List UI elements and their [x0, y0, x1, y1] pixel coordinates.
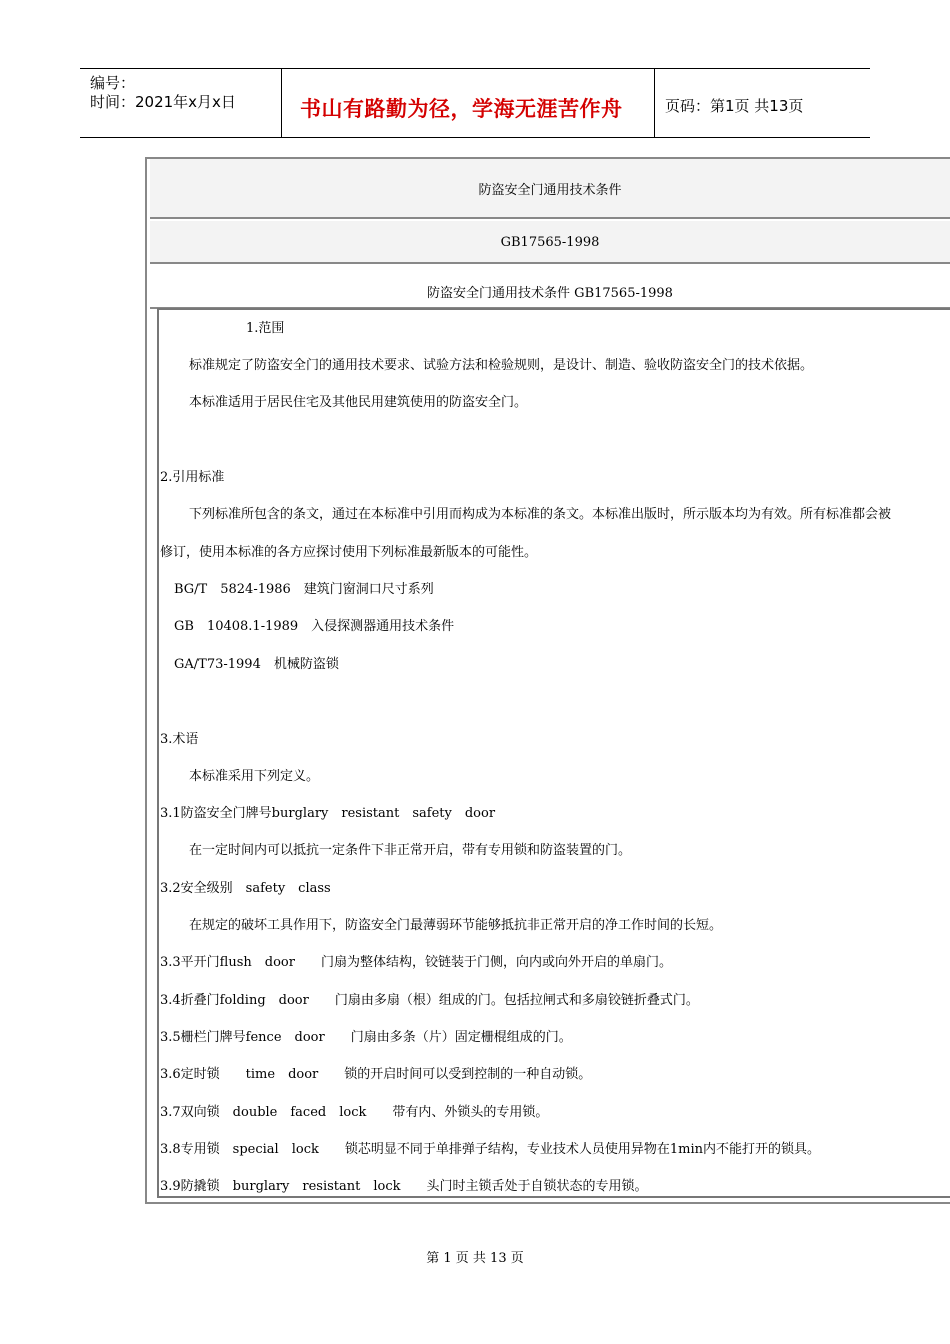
header-meta-cell	[80, 69, 282, 137]
term-3-3: 3.3平开门flush door 门扇为整体结构，铰链装于门侧，向内或向外开启的单扇门。	[160, 955, 672, 970]
term-3-6: 3.6定时锁 time door 锁的开启时间可以受到控制的一种自动锁。	[160, 1067, 592, 1082]
section-3-heading: 3.术语	[160, 732, 199, 747]
term-3-1: 3.1防盗安全门牌号burglary resistant safety door	[160, 806, 496, 821]
subtitle-row	[150, 266, 950, 309]
page-footer: 第 1 页 共 13 页	[426, 1251, 524, 1266]
term-3-7: 3.7双向锁 double faced lock 带有内、外锁头的专用锁。	[160, 1105, 549, 1120]
section-1-paragraph-1: 标准规定了防盗安全门的通用技术要求、试验方法和检验规则，是设计、制造、验收防盗安全门的技术依据。	[189, 358, 814, 373]
term-3-5: 3.5栅栏门牌号fence door 门扇由多条（片）固定栅棍组成的门。	[160, 1030, 572, 1045]
term-3-1-definition: 在一定时间内可以抵抗一定条件下非正常开启，带有专用锁和防盗装置的门。	[189, 843, 632, 858]
section-2-paragraph-line-1: 下列标准所包含的条文，通过在本标准中引用而构成为本标准的条文。本标准出版时，所示版本均为有效。所有标准都会被	[189, 507, 892, 522]
code-row	[150, 221, 950, 264]
section-1-paragraph-2: 本标准适用于居民住宅及其他民用建筑使用的防盗安全门。	[189, 395, 528, 410]
reference-standard-1: BG/T 5824-1986 建筑门窗洞口尺寸系列	[174, 582, 434, 597]
document-subtitle: 防盗安全门通用技术条件 GB17565-1998	[427, 286, 673, 301]
term-3-2: 3.2安全级别 safety class	[160, 881, 331, 896]
reference-standard-2: GB 10408.1-1989 入侵探测器通用技术条件	[174, 619, 455, 634]
section-2-paragraph-line-2: 修订，使用本标准的各方应探讨使用下列标准最新版本的可能性。	[160, 545, 538, 560]
header-motto-cell	[282, 69, 655, 137]
section-2-heading: 2.引用标准	[160, 470, 225, 485]
term-3-9: 3.9防撬锁 burglary resistant lock 头门时主锁舌处于自锁状态的专用锁。	[160, 1179, 648, 1194]
section-3-intro: 本标准采用下列定义。	[189, 769, 320, 784]
title-row	[150, 159, 950, 219]
page-header	[80, 68, 870, 138]
term-3-4: 3.4折叠门folding door 门扇由多扇（根）组成的门。包括拉闸式和多扇铰链折叠式门。	[160, 993, 699, 1008]
document-code: GB17565-1998	[500, 235, 600, 250]
header-page-label: 页码：第1页 共13页	[665, 97, 804, 115]
motto-text: 书山有路勤为径，学海无涯苦作舟	[300, 97, 623, 121]
section-1-heading: 1.范围	[246, 321, 285, 336]
document-title: 防盗安全门通用技术条件	[478, 183, 622, 198]
reference-standard-3: GA/T73-1994 机械防盗锁	[174, 657, 339, 672]
term-3-2-definition: 在规定的破坏工具作用下，防盗安全门最薄弱环节能够抵抗非正常开启的净工作时间的长短。	[189, 918, 723, 933]
number-label: 编号：	[90, 74, 136, 92]
time-label: 时间：2021年x月x日	[90, 93, 236, 111]
header-page-cell	[655, 69, 870, 137]
term-3-8: 3.8专用锁 special lock 锁芯明显不同于单排弹子结构，专业技术人员使用异物在1min内不能打开的锁具。	[160, 1142, 820, 1157]
